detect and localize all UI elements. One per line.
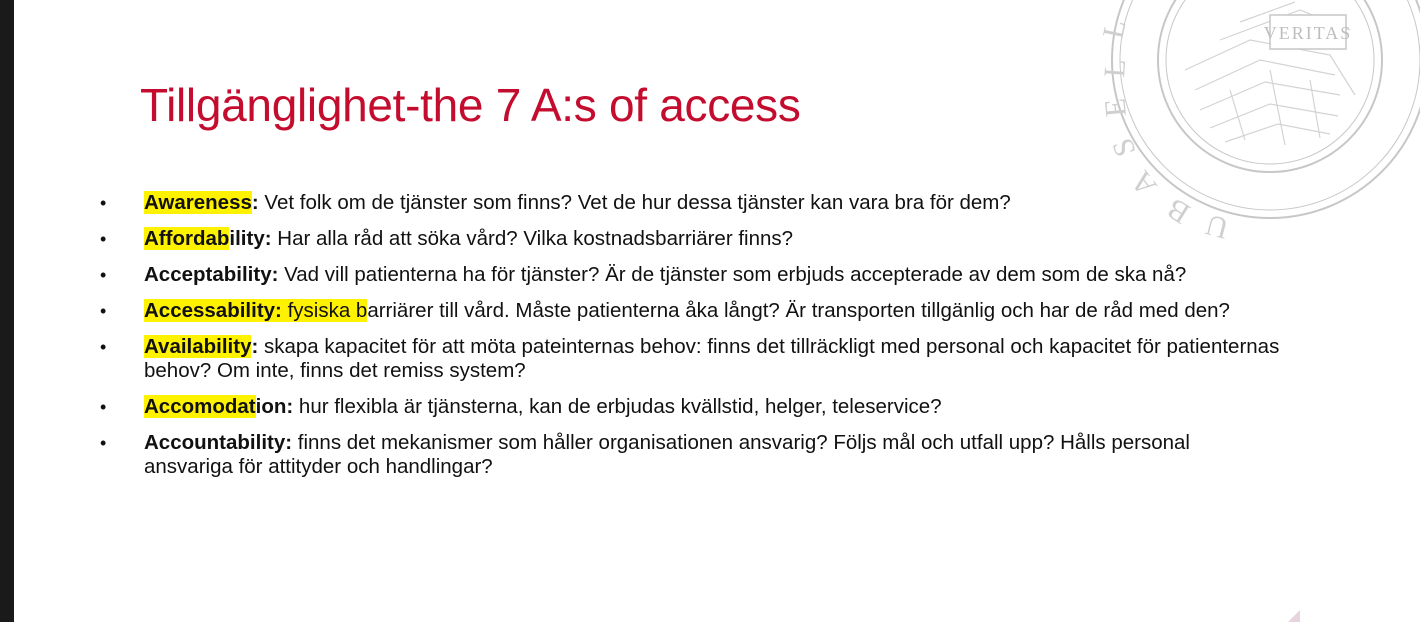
item-description-highlighted: fysiska b [281,299,368,322]
list-item [100,191,1280,215]
list-item [100,227,1280,251]
item-term: ility [229,227,265,250]
svg-text:L: L [1096,16,1133,42]
item-term-colon: : [271,263,279,286]
item-term-colon: : [251,191,259,214]
list-item [100,431,1280,479]
bullet-icon: • [100,193,107,213]
svg-text:S: S [1105,133,1143,161]
item-description: Har alla råd att söka vård? Vilka kostnadsbarriärer finns? [271,227,794,250]
bullet-icon: • [100,397,107,417]
svg-text:B: B [1161,191,1196,231]
svg-text:L: L [1098,57,1133,79]
bullet-icon: • [100,337,107,357]
window-edge [0,0,14,622]
slide-title: Tillgänglighet-the 7 A:s of access [140,79,801,131]
item-term-highlighted: Accessability: [144,299,282,322]
item-term-colon: : [264,227,272,250]
list-item [100,335,1280,383]
bullet-icon: • [100,229,107,249]
item-description: hur flexibla är tjänsterna, kan de erbjudas kvällstid, helger, teleservice? [293,395,942,418]
item-description: finns det mekanismer som håller organisationen ansvarig? Följs mål och utfall upp? Hålls personal ansvariga för attityder och handlingar? [144,431,1190,478]
item-term: Acceptability [144,263,272,286]
item-description: skapa kapacitet för att möta pateinternas behov: finns det tillräckligt med personal och kapacitet för patienternas behov? Om inte, finns det remiss system? [144,335,1280,382]
corner-mark [1286,608,1300,622]
list-item [100,395,1280,419]
seal-banner-text: VERITAS [1263,23,1353,43]
item-term-highlighted: Awareness [144,191,252,214]
item-description: arriärer till vård. Måste patienterna åka långt? Är transporten tillgänlig och har de råd med den? [367,299,1230,322]
item-term-colon: : [285,431,293,454]
bullet-icon: • [100,433,107,453]
item-term-colon: : [251,335,259,358]
item-term-colon: : [286,395,294,418]
item-term-highlighted: Affordab [144,227,230,250]
item-term: ion [255,395,287,418]
list-item [100,299,1280,323]
access-list [100,191,1280,491]
bullet-icon: • [100,301,107,321]
bullet-icon: • [100,265,107,285]
item-term-highlighted: Availability [144,335,252,358]
svg-text:E: E [1098,97,1133,119]
item-term: Accountability [144,431,286,454]
item-term-highlighted: Accomodat [144,395,256,418]
list-item [100,263,1280,287]
svg-text:U: U [1202,207,1232,246]
svg-text:A: A [1124,164,1164,203]
item-description: Vet folk om de tjänster som finns? Vet de hur dessa tjänster kan vara bra för dem? [258,191,1011,214]
item-description: Vad vill patienterna ha för tjänster? Är de tjänster som erbjuds accepterade av dem som de ska nå? [278,263,1187,286]
